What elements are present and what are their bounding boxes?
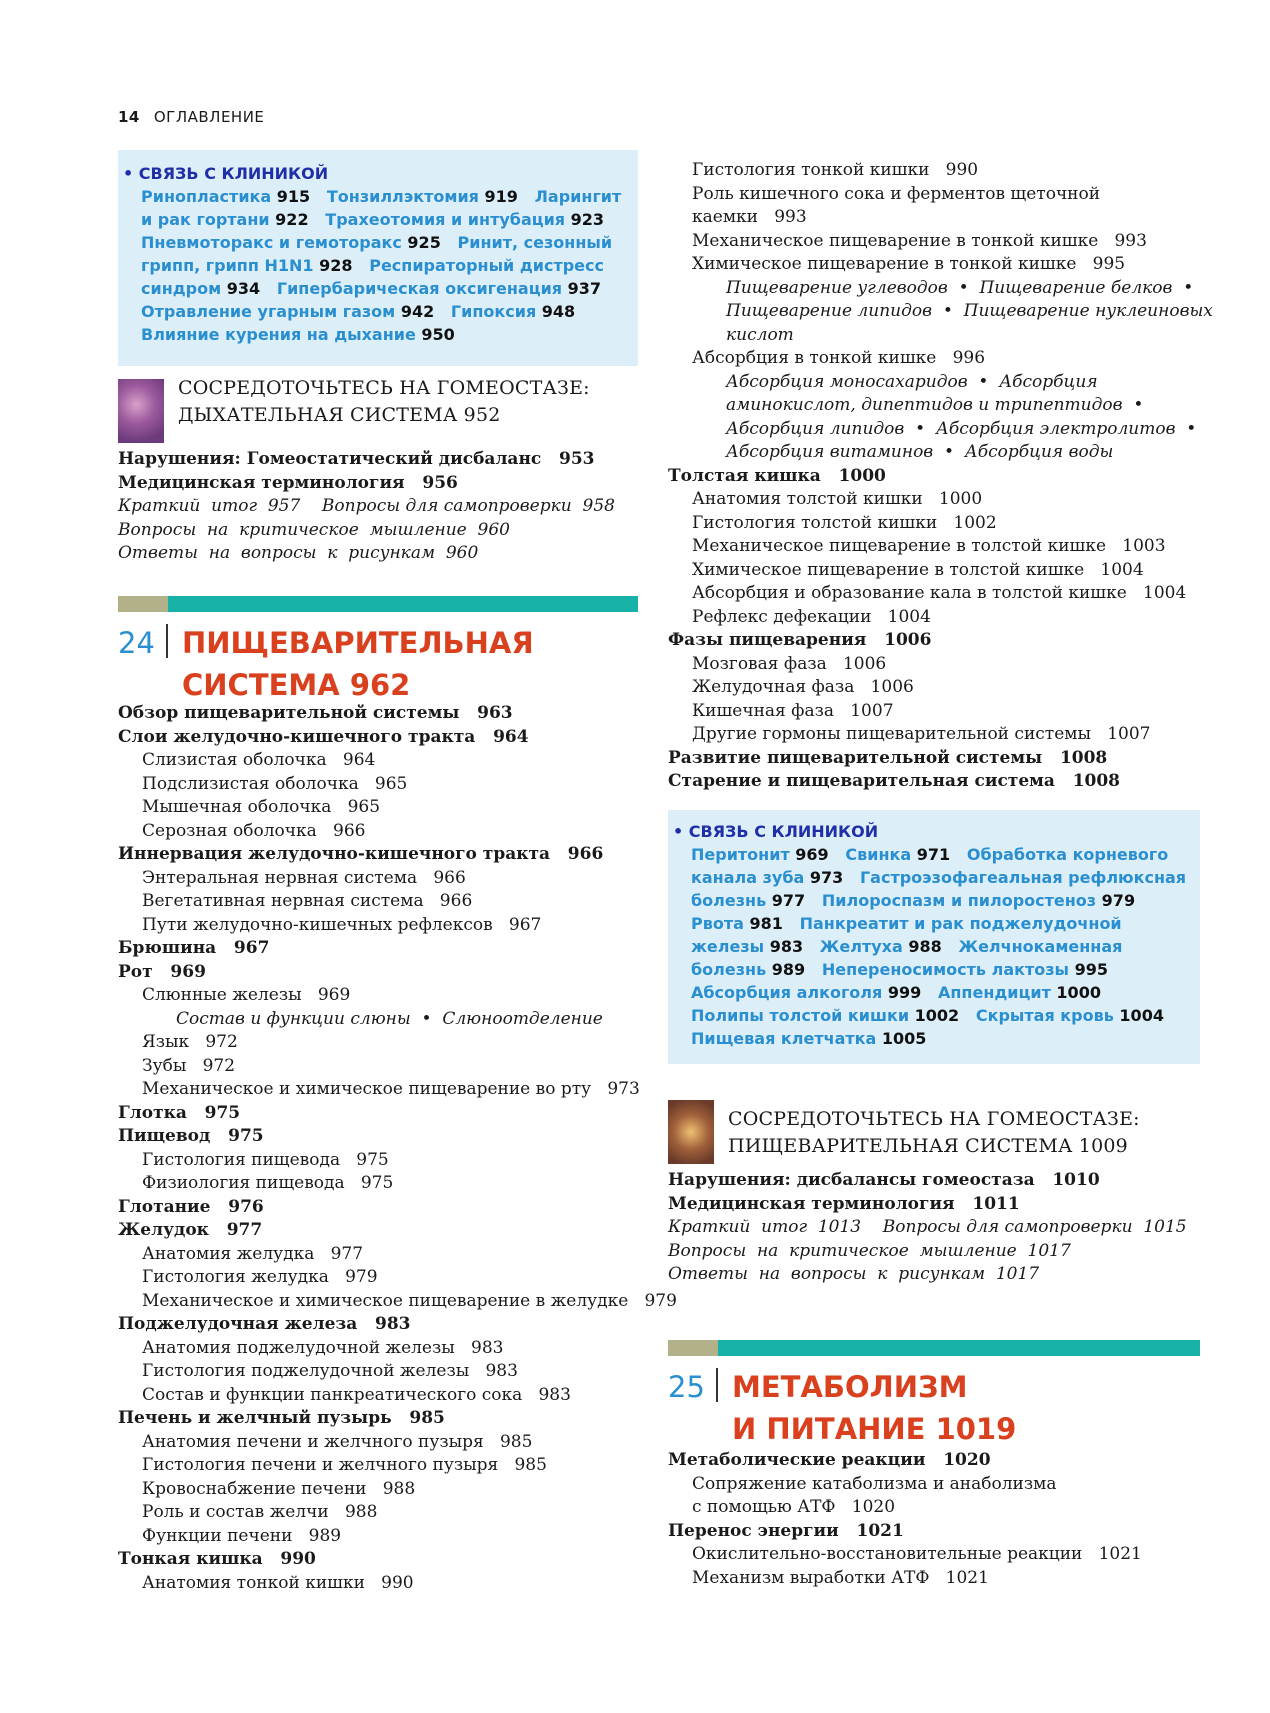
topic-text: Желтуха <box>803 937 909 956</box>
toc-entries-chapter-25 <box>668 1449 1200 1590</box>
page-ref: 937 <box>567 279 602 298</box>
toc-entry: Абсорбция моносахаридов • Абсорбция <box>726 371 1098 392</box>
toc-entry: Пищеварение углеводов • Пищеварение белков • <box>726 277 1194 298</box>
page-ref: 988 <box>908 937 942 956</box>
topic-text: Аппендицит <box>921 983 1057 1002</box>
topic-text: Гастроэзофагеальная рефлюксная <box>843 868 1187 887</box>
toc-entry: Анатомия желудка 977 <box>142 1243 364 1264</box>
toc-entry: Нарушения: Гомеостатический дисбаланс 953 <box>118 449 595 469</box>
topic-text: Непереносимость лактозы <box>805 960 1075 979</box>
page-ref: 1005 <box>881 1029 927 1048</box>
toc-entry: Состав и функции слюны • Слюноотделение <box>176 1008 603 1029</box>
toc-entry: Ответы на вопросы к рисункам 1017 <box>668 1264 1040 1284</box>
homeostasis-heading-left <box>118 375 638 447</box>
toc-entry: Анатомия толстой кишки 1000 <box>692 489 983 509</box>
page-ref: 1002 <box>914 1006 960 1025</box>
toc-entry: каемки 993 <box>692 207 807 227</box>
toc-entry: Метаболические реакции 1020 <box>668 1450 991 1470</box>
topic-text: Ринит, сезонный <box>440 233 613 252</box>
toc-entry: Обзор пищеварительной системы 963 <box>118 703 513 723</box>
homeostasis-entries-left <box>118 448 638 566</box>
clinic-line <box>141 231 638 254</box>
toc-entry: Рефлекс дефекации 1004 <box>692 606 931 627</box>
toc-entry: Химическое пищеварение в толстой кишке 1004 <box>692 559 1144 580</box>
page-ref: 973 <box>809 868 844 887</box>
topic-text: Пневмоторакс и гемоторакс <box>141 233 408 252</box>
toc-entry: Краткий итог 1013 Вопросы для самопроверки 1015 <box>668 1217 1187 1237</box>
chapter-bar-teal <box>168 596 638 612</box>
toc-entry: Химическое пищеварение в тонкой кишке 995 <box>692 254 1126 274</box>
chapter-number: 24 <box>118 626 155 660</box>
topic-text: Гипербарическая оксигенация <box>260 279 568 298</box>
toc-entry: аминокислот, дипептидов и трипептидов • <box>726 395 1144 415</box>
toc-entry: Физиология пищевода 975 <box>142 1173 394 1193</box>
chapter-bar-teal <box>718 1340 1200 1356</box>
topic-text: Влияние курения на дыхание <box>141 325 422 344</box>
homeostasis-heading-right <box>668 1096 1200 1168</box>
chapter-bar-olive <box>668 1340 718 1356</box>
toc-entry: Абсорбция липидов • Абсорбция электролитов • <box>726 418 1197 439</box>
toc-entry: Фазы пищеварения 1006 <box>668 630 932 650</box>
toc-entry: Сопряжение катаболизма и анаболизма <box>692 1473 1057 1494</box>
toc-entry: Кишечная фаза 1007 <box>692 700 894 721</box>
toc-entry: Вегетативная нервная система 966 <box>142 891 473 911</box>
toc-entry: Вопросы на критическое мышление 1017 <box>668 1240 1071 1261</box>
homeostasis-thumbnail <box>668 1100 714 1164</box>
toc-entry: Поджелудочная железа 983 <box>118 1314 411 1334</box>
toc-entry: Язык 972 <box>142 1032 238 1052</box>
topic-text: Абсорбция алкоголя <box>691 983 888 1002</box>
topic-text: Ларингит <box>517 187 622 206</box>
toc-entry: Желудочная фаза 1006 <box>692 677 914 697</box>
page-ref: 923 <box>570 210 605 229</box>
chapter-title: МЕТАБОЛИЗМ И ПИТАНИЕ 1019 <box>732 1370 1017 1446</box>
toc-entry: Механическое и химическое пищеварение во рту 973 <box>142 1079 640 1099</box>
toc-entry: Брюшина 967 <box>118 938 270 958</box>
clinic-line <box>691 981 1200 1004</box>
clinic-line <box>141 277 638 300</box>
page-ref: 948 <box>541 302 576 321</box>
topic-text: Свинка <box>828 845 917 864</box>
toc-entry: Анатомия печени и желчного пузыря 985 <box>142 1431 533 1452</box>
page-ref: 977 <box>771 891 806 910</box>
clinic-line <box>691 1004 1200 1027</box>
homeostasis-title: СОСРЕДОТОЧЬТЕСЬ НА ГОМЕОСТАЗЕ: ДЫХАТЕЛЬНАЯ СИСТЕМА 952 <box>178 377 590 426</box>
topic-text: Отравление угарным газом <box>141 302 401 321</box>
topic-text: Перитонит <box>691 845 796 864</box>
clinic-line <box>141 254 638 277</box>
page-ref: 995 <box>1074 960 1108 979</box>
toc-entry: Кровоснабжение печени 988 <box>142 1478 416 1499</box>
toc-entry: Окислительно-восстановительные реакции 1021 <box>692 1544 1142 1564</box>
page-ref: 925 <box>407 233 441 252</box>
chapter-separator <box>166 624 168 658</box>
chapter-title: ПИЩЕВАРИТЕЛЬНАЯ СИСТЕМА 962 <box>182 626 534 702</box>
toc-entry: Зубы 972 <box>142 1055 236 1076</box>
topic-text: Пилороспазм и пилоростеноз <box>805 891 1102 910</box>
homeostasis-entries-right <box>668 1169 1200 1287</box>
toc-entry: Гистология толстой кишки 1002 <box>692 512 997 533</box>
topic-text: Гипоксия <box>434 302 542 321</box>
topic-text: Полипы толстой кишки <box>691 1006 915 1025</box>
toc-entry: Состав и функции панкреатического сока 983 <box>142 1384 571 1405</box>
page-ref: 979 <box>1101 891 1136 910</box>
page-ref: 1000 <box>1056 983 1101 1002</box>
topic-text: железы <box>691 937 770 956</box>
clinic-box-title: • СВЯЗЬ С КЛИНИКОЙ <box>673 822 879 841</box>
toc-entry: Ответы на вопросы к рисункам 960 <box>118 543 479 563</box>
topic-text: Панкреатит и рак поджелудочной <box>782 914 1122 933</box>
topic-text: Желчнокаменная <box>941 937 1123 956</box>
page-ref: 934 <box>226 279 261 298</box>
toc-entry: Абсорбция и образование кала в толстой кишке 1004 <box>692 583 1187 603</box>
toc-entry: Нарушения: дисбалансы гомеостаза 1010 <box>668 1170 1100 1190</box>
topic-text: Пищевая клетчатка <box>691 1029 882 1048</box>
toc-entry: Анатомия тонкой кишки 990 <box>142 1572 414 1593</box>
toc-entry: Гистология поджелудочной железы 983 <box>142 1361 518 1381</box>
toc-entry: Гистология тонкой кишки 990 <box>692 160 979 180</box>
toc-entry: Глотка 975 <box>118 1102 241 1123</box>
toc-entry: Развитие пищеварительной системы 1008 <box>668 747 1108 768</box>
clinic-line <box>691 843 1200 866</box>
topic-text: грипп, грипп H1N1 <box>141 256 320 275</box>
clinic-box-body <box>123 185 638 346</box>
page-ref: 942 <box>400 302 435 321</box>
chapter-separator <box>716 1368 718 1402</box>
topic-text: Скрытая кровь <box>959 1006 1120 1025</box>
running-title: ОГЛАВЛЕНИЕ <box>153 108 265 126</box>
chapter-number: 25 <box>668 1370 705 1404</box>
topic-text: Обработка корневого <box>950 845 1169 864</box>
topic-text: Респираторный дистресс <box>352 256 604 275</box>
topic-text: болезнь <box>691 960 772 979</box>
running-header <box>118 108 264 126</box>
page-ref: 999 <box>887 983 922 1002</box>
topic-text: Трахеотомия и интубация <box>308 210 571 229</box>
toc-entry: Медицинская терминология 956 <box>118 472 458 493</box>
toc-entry: Механическое пищеварение в толстой кишке 1003 <box>692 536 1166 556</box>
clinic-line <box>141 323 638 346</box>
toc-entry: Энтеральная нервная система 966 <box>142 867 466 888</box>
toc-entry: Роль и состав желчи 988 <box>142 1502 378 1522</box>
page-ref: 950 <box>421 325 455 344</box>
toc-entry: Абсорбция витаминов • Абсорбция воды <box>726 442 1114 462</box>
toc-entry: кислот <box>726 324 794 345</box>
toc-entry: Тонкая кишка 990 <box>118 1549 316 1569</box>
chapter-24-heading <box>118 596 638 706</box>
page-ref: 915 <box>276 187 311 206</box>
clinic-line <box>691 912 1200 935</box>
toc-entry: Пищеварение липидов • Пищеварение нуклеиновых <box>726 301 1213 321</box>
clinic-line <box>141 300 638 323</box>
toc-entry: Гистология пищевода 975 <box>142 1149 389 1170</box>
toc-entry: Функции печени 989 <box>142 1525 342 1546</box>
topic-text: Тонзиллэктомия <box>310 187 485 206</box>
chapter-25-heading <box>668 1340 1200 1450</box>
toc-entry: Глотание 976 <box>118 1196 264 1217</box>
clinic-line <box>691 935 1200 958</box>
page-ref: 983 <box>769 937 804 956</box>
clinic-line <box>691 866 1200 889</box>
toc-entry: Гистология желудка 979 <box>142 1267 378 1287</box>
toc-entry: Абсорбция в тонкой кишке 996 <box>692 348 986 368</box>
toc-entry: Краткий итог 957 Вопросы для самопроверки 958 <box>118 496 615 516</box>
clinic-line <box>691 958 1200 981</box>
page-ref: 928 <box>319 256 353 275</box>
toc-entries-left <box>118 702 677 1595</box>
topic-text: и рак гортани <box>141 210 276 229</box>
topic-text: болезнь <box>691 891 772 910</box>
toc-entry: Механическое и химическое пищеварение в желудке 979 <box>142 1290 677 1311</box>
toc-entry: Пищевод 975 <box>118 1126 264 1146</box>
toc-entry: Медицинская терминология 1011 <box>668 1193 1020 1214</box>
toc-entry: с помощью АТФ 1020 <box>692 1497 896 1517</box>
page-number: 14 <box>118 108 140 126</box>
toc-entry: Анатомия поджелудочной железы 983 <box>142 1337 504 1358</box>
toc-entry: Слюнные железы 969 <box>142 985 351 1005</box>
toc-entries-right <box>668 159 1213 794</box>
clinic-line <box>141 185 638 208</box>
toc-entry: Иннервация желудочно-кишечного тракта 966 <box>118 844 604 864</box>
toc-entry: Желудок 977 <box>118 1220 263 1240</box>
clinic-line <box>691 1027 1200 1050</box>
page-ref: 919 <box>484 187 518 206</box>
toc-entry: Подслизистая оболочка 965 <box>142 773 408 794</box>
toc-entry: Мозговая фаза 1006 <box>692 653 887 674</box>
homeostasis-thumbnail <box>118 379 164 443</box>
toc-entry: Слизистая оболочка 964 <box>142 750 376 770</box>
homeostasis-title: СОСРЕДОТОЧЬТЕСЬ НА ГОМЕОСТАЗЕ: ПИЩЕВАРИТЕЛЬНАЯ СИСТЕМА 1009 <box>728 1108 1140 1157</box>
chapter-bar-olive <box>118 596 168 612</box>
toc-entry: Механизм выработки АТФ 1021 <box>692 1567 989 1588</box>
page-ref: 971 <box>916 845 951 864</box>
toc-entry: Слои желудочно-кишечного тракта 964 <box>118 726 529 747</box>
toc-entry: Перенос энергии 1021 <box>668 1520 904 1541</box>
toc-entry: Гистология печени и желчного пузыря 985 <box>142 1455 547 1475</box>
topic-text: канала зуба <box>691 868 810 887</box>
clinic-box-right <box>668 810 1200 1064</box>
toc-entry: Печень и желчный пузырь 985 <box>118 1408 445 1428</box>
toc-entry: Серозная оболочка 966 <box>142 820 366 841</box>
clinic-line <box>141 208 638 231</box>
page-ref: 969 <box>795 845 829 864</box>
page-ref: 989 <box>771 960 806 979</box>
toc-entry: Механическое пищеварение в тонкой кишке 993 <box>692 230 1147 251</box>
clinic-box-title: • СВЯЗЬ С КЛИНИКОЙ <box>123 164 329 183</box>
page-ref: 981 <box>749 914 783 933</box>
page-ref: 1004 <box>1119 1006 1164 1025</box>
toc-entry: Старение и пищеварительная система 1008 <box>668 771 1121 791</box>
clinic-line <box>691 889 1200 912</box>
toc-entry: Рот 969 <box>118 961 206 982</box>
topic-text: Рвота <box>691 914 750 933</box>
toc-entry: Толстая кишка 1000 <box>668 465 886 486</box>
page-ref: 922 <box>275 210 309 229</box>
topic-text: Ринопластика <box>141 187 277 206</box>
clinic-box-left <box>118 150 638 366</box>
clinic-box-body <box>673 843 1200 1050</box>
toc-entry: Другие гормоны пищеварительной системы 1007 <box>692 724 1151 744</box>
toc-entry: Пути желудочно-кишечных рефлексов 967 <box>142 914 542 935</box>
toc-entry: Мышечная оболочка 965 <box>142 797 381 817</box>
topic-text: синдром <box>141 279 227 298</box>
toc-entry: Роль кишечного сока и ферментов щеточной <box>692 183 1101 204</box>
toc-entry: Вопросы на критическое мышление 960 <box>118 519 510 540</box>
